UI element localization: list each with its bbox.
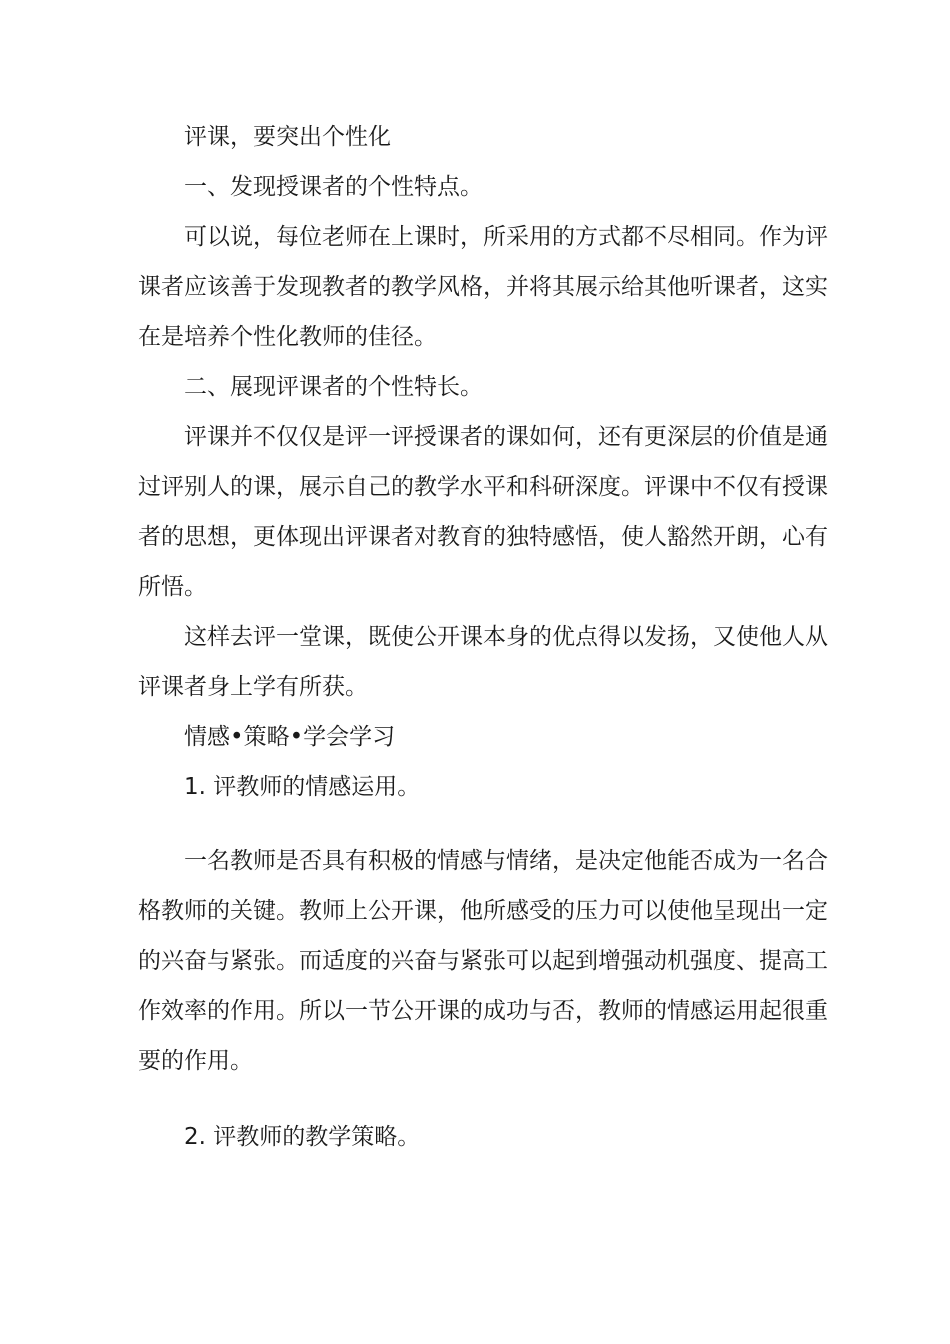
spacer — [138, 812, 828, 836]
closing-paragraph: 这样去评一堂课，既使公开课本身的优点得以发扬，又使他人从评课者身上学有所获。 — [138, 624, 828, 700]
spacer — [138, 1086, 828, 1112]
section-body-2: 评课并不仅仅是评一评授课者的课如何，还有更深层的价值是通过评别人的课，展示自己的教学水平和科研深度。评课中不仅有授课者的思想，更体现出评课者对教育的独特感悟，使人豁然开朗，心有所悟。 — [138, 424, 828, 600]
item-body-1: 一名教师是否具有积极的情感与情绪，是决定他能否成为一名合格教师的关键。教师上公开课，他所感受的压力可以使他呈现出一定的兴奋与紧张。而适度的兴奋与紧张可以起到增强动机强度、提高工作效率的作用。所以一节公开课的成功与否，教师的情感运用起很重要的作用。 — [138, 848, 828, 1074]
document-title: 评课，要突出个性化 — [184, 124, 391, 150]
item-heading-1: 1. 评教师的情感运用。 — [184, 774, 421, 800]
section-heading-2: 二、展现评课者的个性特长。 — [184, 374, 483, 400]
document-content — [138, 112, 828, 1162]
item-heading-2: 2. 评教师的教学策略。 — [184, 1124, 421, 1150]
section-heading-1: 一、发现授课者的个性特点。 — [184, 174, 483, 200]
section-body-1: 可以说，每位老师在上课时，所采用的方式都不尽相同。作为评课者应该善于发现教者的教学风格，并将其展示给其他听课者，这实在是培养个性化教师的佳径。 — [138, 224, 828, 350]
subtitle: 情感•策略•学会学习 — [184, 724, 396, 750]
